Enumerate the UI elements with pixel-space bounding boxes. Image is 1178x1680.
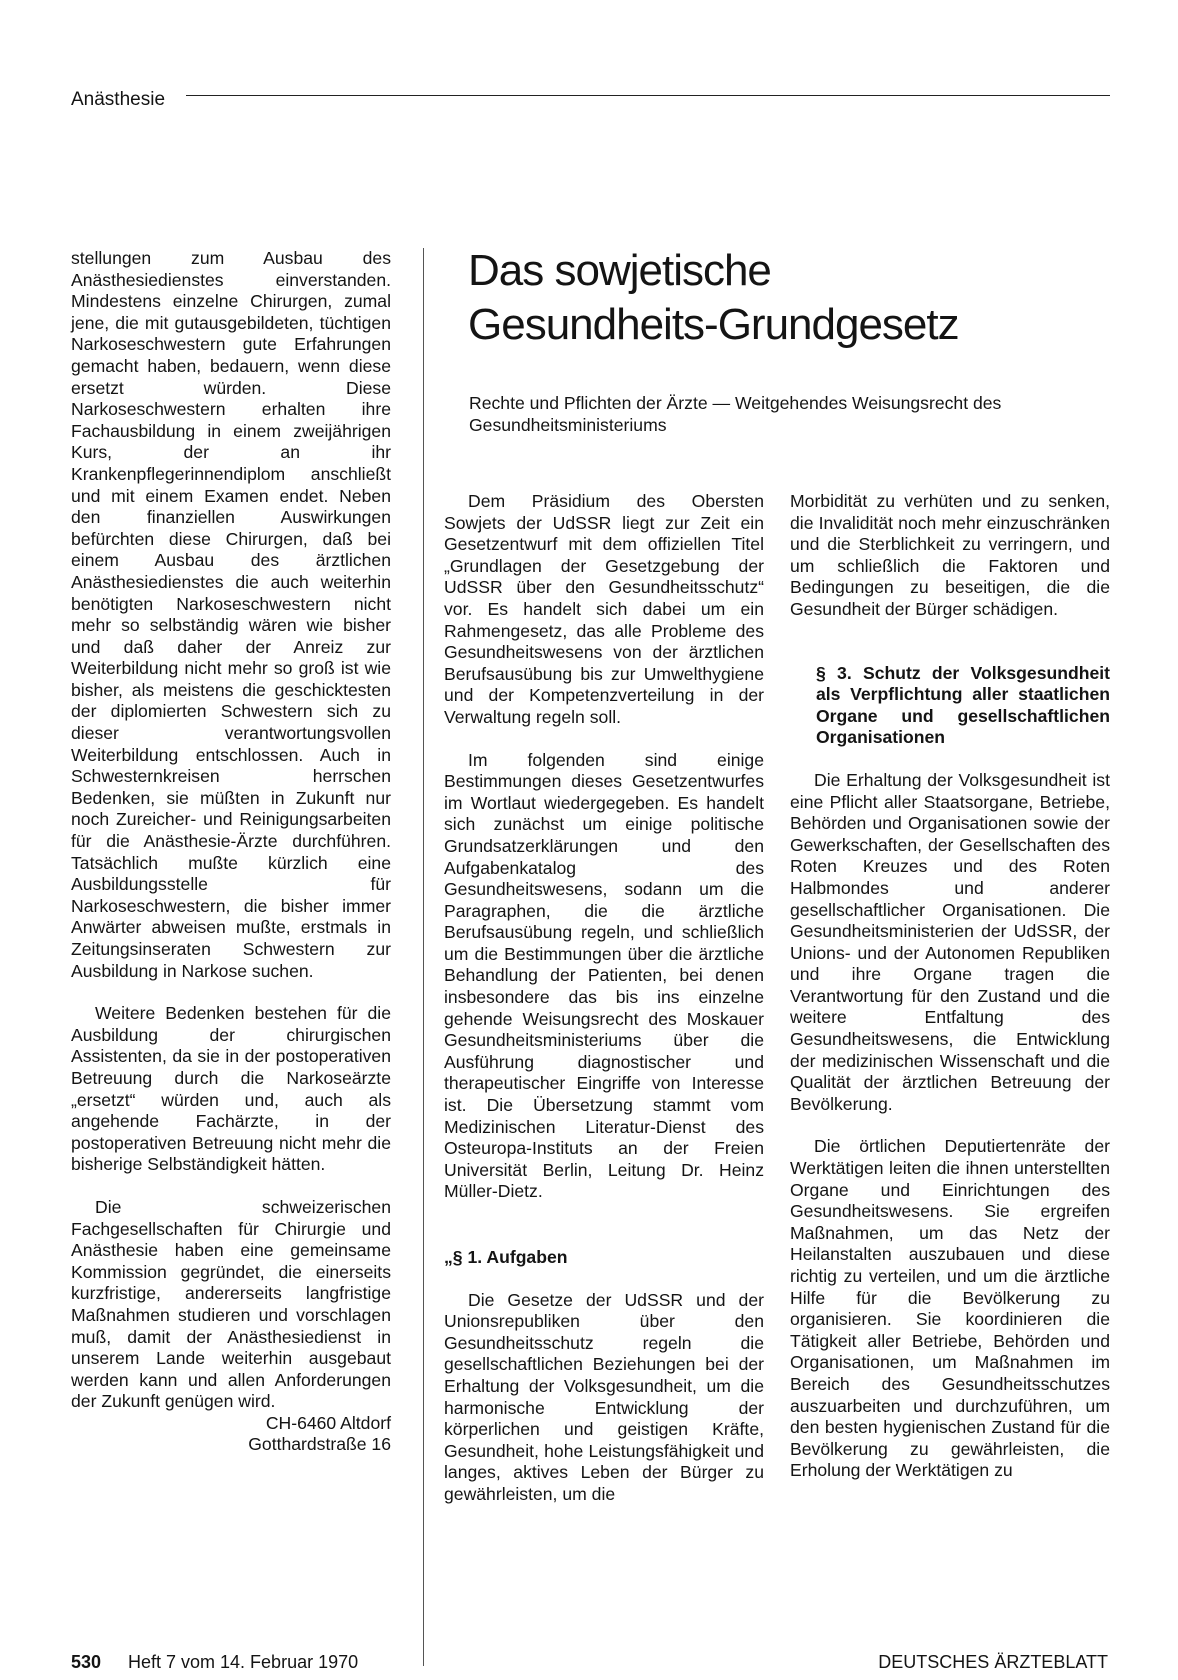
- article-title-line-1: Das sowjetische: [468, 246, 771, 295]
- section-heading-1: „§ 1. Aufgaben: [444, 1247, 568, 1267]
- right-column: [790, 491, 1110, 1482]
- column-divider: [423, 248, 424, 1666]
- section-heading-3: § 3. Schutz der Volksgesundheit als Verpflichtung aller staatlichen Organe und gesellschaftlichen Organisationen: [816, 662, 1110, 748]
- page-number: 530: [71, 1652, 102, 1672]
- issue-info: Heft 7 vom 14. Februar 1970: [128, 1652, 359, 1672]
- middle-paragraph-2: Im folgenden sind einige Bestimmungen dieses Gesetzentwurfes im Wortlaut wiedergegeben. Es handelt sich zunächst um einige politische Grundsatzerklärungen und den Aufgabenkatalog des Gesundheitswesens, sodann um die Paragraphen, die die ärztliche Berufsausübung regeln, und schließlich um die Bestimmungen über die ärztliche Behandlung der Patienten, bei denen insbesondere das bis ins einzelne gehende Weisungsrecht des Moskauer Gesundheitsministeriums über die Ausführung diagnostischer und therapeutischer Eingriffe von Interesse ist. Die Übersetzung stammt vom Medizinischen Literatur-Dienst des Osteuropa-Instituts an der Freien Universität Berlin, Leitung Dr. Heinz Müller-Dietz.: [444, 749, 764, 1202]
- right-paragraph-2: Die Erhaltung der Volksgesundheit ist eine Pflicht aller Staatsorgane, Betriebe, Behörden und Organisationen sowie der Gewerkschaften, der Gesellschaften des Roten Kreuzes und des Roten Halbmondes und anderer gesellschaftlicher Organisationen. Die Gesundheitsministerien der UdSSR, der Unions- und der Autonomen Republiken und ihre Organe tragen die Verantwortung für den Zustand und die weitere Entfaltung des Gesundheitswesens, die Entwicklung der medizinischen Wissenschaft und die Qualität der ärztlichen Betreuung der Bevölkerung.: [790, 769, 1110, 1114]
- section-label: Anästhesie: [71, 89, 166, 110]
- left-paragraph-1: stellungen zum Ausbau des Anästhesiedienstes einverstanden. Mindestens einzelne Chirurgen, zumal jene, die mit gutausgebildeten, tüchtigen Narkoseschwestern gute Erfahrungen gemacht haben, bedauern, wenn diese ersetzt würden. Diese Narkoseschwestern erhalten ihre Fachausbildung in einem zweijährigen Kurs, der an ihr Krankenpflegerinnendiplom anschließt und mit einem Examen endet. Neben den finanziellen Auswirkungen befürchten diese Chirurgen, daß bei einem Ausbau des ärztlichen Anästhesiedienstes die auch weiterhin benötigten Narkoseschwestern nicht mehr so selbständig wären wie bisher und daß daher der Anreiz zur Weiterbildung nicht mehr so groß ist wie bisher, als meistens die geschicktesten der diplomierten Schwestern sich zu dieser verantwortungsvollen Weiterbildung entschlossen. Auch in Schwesternkreisen herrschen Bedenken, sie müßten in Zukunft nur noch Zureicher- und Reinigungsarbeiten für die Anästhesie-Ärzte durchführen. Tatsächlich mußte kürzlich eine Ausbildungsstelle für Narkoseschwestern, die bisher immer Anwärter abweisen mußte, erstmals in Zeitungsinseraten Schwestern zur Ausbildung in Narkose suchen.: [71, 248, 391, 981]
- middle-paragraph-3: Die Gesetze der UdSSR und der Unionsrepubliken über den Gesundheitsschutz regeln die gesellschaftlichen Beziehungen bei der Erhaltung der Volksgesundheit, um die harmonische Entwicklung der körperlichen und geistigen Kräfte, Gesundheit, hohe Leistungsfähigkeit und langes, aktives Leben der Bürger zu gewährleisten, um die: [444, 1289, 764, 1504]
- left-column: [71, 248, 391, 1456]
- middle-paragraph-1: Dem Präsidium des Obersten Sowjets der UdSSR liegt zur Zeit ein Gesetzentwurf mit dem offiziellen Titel „Grundlagen der Gesetzgebung der UdSSR über den Gesundheitsschutz“ vor. Es handelt sich dabei um ein Rahmengesetz, das alle Probleme des Gesundheitswesens von der ärztlichen Berufsausübung bis zur Umwelthygiene und der Kompetenzverteilung in der Verwaltung regeln soll.: [444, 491, 764, 727]
- right-paragraph-1: Morbidität zu verhüten und zu senken, die Invalidität noch mehr einzuschränken und die Sterblichkeit zu verringern, und um schließlich die Faktoren und Bedingungen zu beseitigen, die die Gesundheit der Bürger schädigen.: [790, 491, 1110, 619]
- article-title-line-2: Gesundheits-Grundgesetz: [468, 300, 959, 349]
- header-rule: [186, 95, 1110, 96]
- address-line-2: Gotthardstraße 16: [248, 1434, 391, 1455]
- address-line-1: CH-6460 Altdorf: [265, 1412, 391, 1433]
- left-paragraph-2: Weitere Bedenken bestehen für die Ausbildung der chirurgischen Assistenten, da sie in der postoperativen Betreuung durch die Narkoseärzte „ersetzt“ würden und, auch als angehende Fachärzte, in der postoperativen Betreuung nicht mehr die bisherige Selbständigkeit hätten.: [71, 1003, 391, 1175]
- left-paragraph-3: Die schweizerischen Fachgesellschaften für Chirurgie und Anästhesie haben eine gemeinsame Kommission gegründet, die einerseits kurzfristige, andererseits langfristige Maßnahmen studieren und vorschlagen muß, damit der Anästhesiedienst in unserem Lande weiterhin ausgebaut werden kann und allen Anforderungen der Zukunft genügen wird.: [71, 1196, 391, 1412]
- article-subtitle: Rechte und Pflichten der Ärzte — Weitgehendes Weisungsrecht des Gesundheitsministeriums: [469, 393, 1002, 435]
- right-paragraph-3: Die örtlichen Deputiertenräte der Werktätigen leiten die ihnen unterstellten Organe und Einrichtungen des Gesundheitswesens. Sie ergreifen Maßnahmen, um das Netz der Heilanstalten auszubauen und diese richtig zu verteilen, und um die ärztliche Hilfe für die Bevölkerung zu organisieren. Sie koordinieren die Tätigkeit aller Betriebe, Behörden und Organisationen, um Maßnahmen im Bereich des Gesundheitsschutzes auszuarbeiten und durchzuführen, um den besten hygienischen Zustand für die Bevölkerung zu gewährleisten, die Erholung der Werktätigen zu: [790, 1136, 1110, 1481]
- middle-column: [444, 491, 764, 1506]
- journal-name: DEUTSCHES ÄRZTEBLATT: [878, 1652, 1108, 1672]
- article-title: [468, 244, 959, 352]
